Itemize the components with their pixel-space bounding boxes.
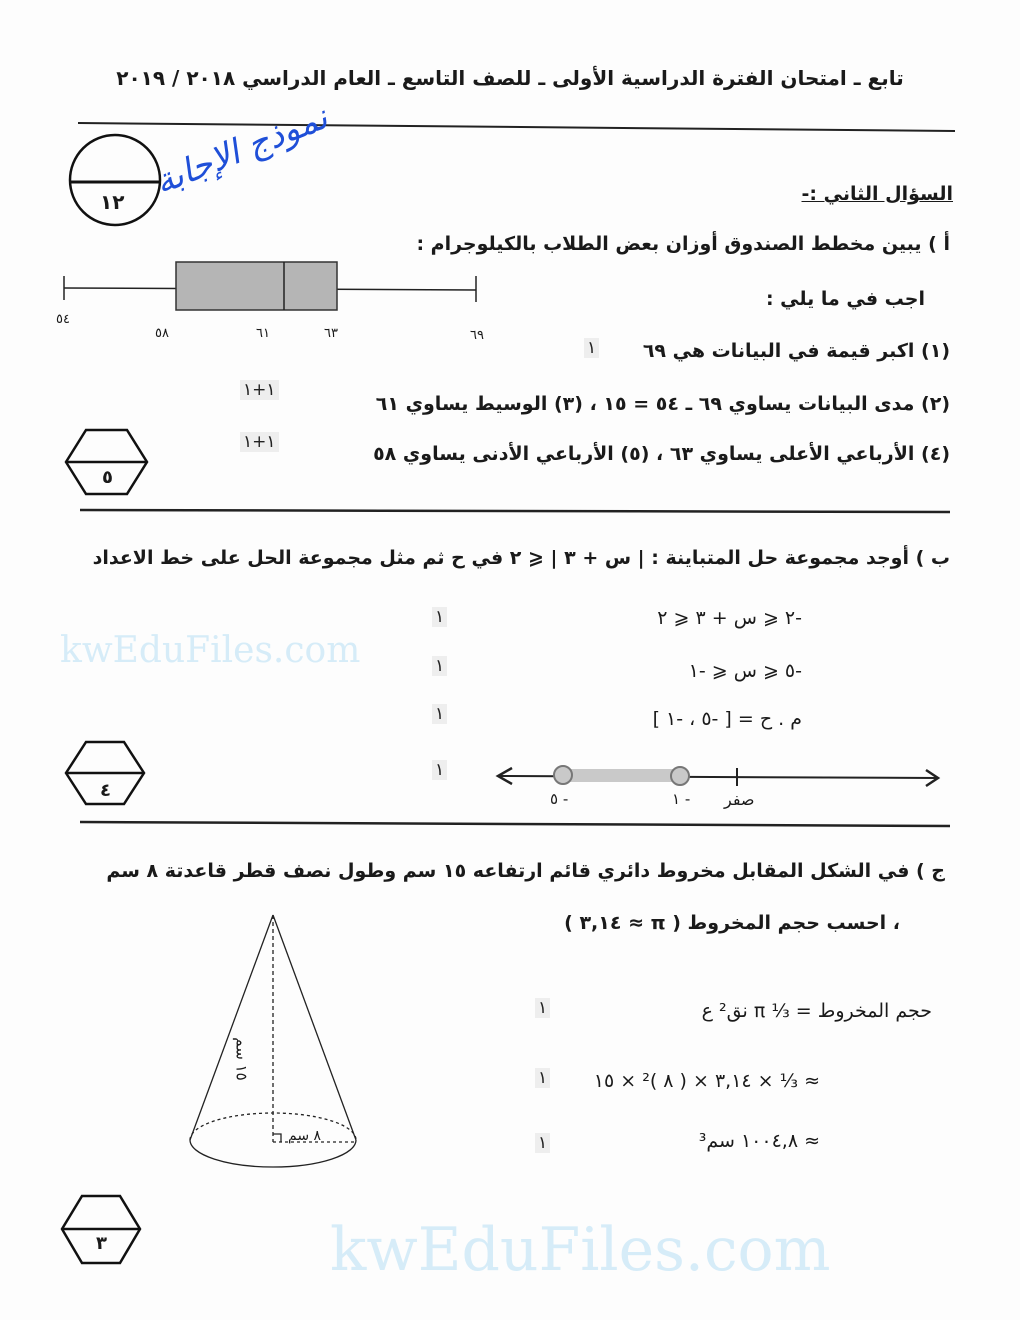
- mark: ١: [535, 998, 550, 1018]
- mark: ١+١: [240, 380, 279, 400]
- step: -٢ ⩽ س + ٣ ⩽ ٢: [657, 607, 802, 629]
- mark: ١: [432, 656, 447, 676]
- boxplot-label-max: ٦٩: [470, 328, 484, 343]
- total-score: ١٢: [100, 190, 125, 214]
- number-line: [498, 766, 938, 786]
- number-line-label: صفر: [724, 790, 755, 809]
- boxplot-label-min: ٥٤: [56, 312, 70, 327]
- question-title: السؤال الثاني :-: [801, 183, 953, 205]
- mark: ١: [432, 607, 447, 627]
- cone-height-label: ١٥ سم: [232, 1037, 251, 1081]
- mark: ١: [432, 704, 447, 724]
- page-title: تابع ـ امتحان الفترة الدراسية الأولى ـ للصف التاسع ـ العام الدراسي ٢٠١٨ / ٢٠١٩: [116, 66, 904, 90]
- watermark: kwEduFiles.com: [330, 1215, 831, 1285]
- boxplot-label-q1: ٥٨: [155, 326, 169, 341]
- formula: حجم المخروط = ⅓ π نق² ع: [701, 1000, 932, 1022]
- step: -٥ ⩽ س ⩽ -١: [688, 660, 802, 682]
- part-a-instruction: اجب في ما يلي :: [765, 288, 925, 310]
- cone-figure: [190, 915, 356, 1167]
- interval-endpoint: [554, 766, 572, 784]
- boxplot-label-q3: ٦٣: [324, 326, 338, 341]
- interval-endpoint: [671, 767, 689, 785]
- cone-radius-label: ٨ سم: [288, 1128, 322, 1144]
- answer-4-5: (٤) الأرباعي الأعلى يساوي ٦٣ ، (٥) الأرباعي الأدنى يساوي ٥٨: [373, 443, 950, 465]
- mark: ١: [535, 1133, 550, 1153]
- divider: [78, 123, 955, 131]
- watermark: kwEduFiles.com: [60, 630, 361, 671]
- result: ≈ ١٠٠٤,٨ سم³: [698, 1130, 820, 1152]
- box-plot: [64, 262, 476, 310]
- answer-1: (١) اكبر قيمة في البيانات هي ٦٩: [642, 340, 950, 362]
- number-line-label: ٥ -: [550, 790, 569, 808]
- number-line-label: ١ -: [672, 790, 691, 808]
- mark: ١: [535, 1068, 550, 1088]
- part-c-score: ٣: [96, 1233, 107, 1254]
- mark: ١: [432, 760, 447, 780]
- part-a-prompt: أ ) يبين مخطط الصندوق أوزان بعض الطلاب بالكيلوجرام :: [416, 233, 950, 255]
- divider: [80, 510, 950, 512]
- part-b-prompt: ب ) أوجد مجموعة حل المتباينة : | س + ٣ | ⩽ ٢ في ح ثم مثل مجموعة الحل على خط الاعداد: [92, 547, 950, 569]
- formula: ≈ ⅓ × ٣,١٤ × ( ٨ )² × ١٥: [593, 1070, 820, 1092]
- part-c-prompt: ج ) في الشكل المقابل مخروط دائري قائم ارتفاعه ١٥ سم وطول نصف قطر قاعدتة ٨ سم: [106, 860, 945, 882]
- divider: [80, 822, 950, 826]
- mark: ١+١: [240, 432, 279, 452]
- boxplot-label-median: ٦١: [256, 326, 270, 341]
- part-c-instruction: ، احسب حجم المخروط ( π ≈ ٣,١٤ ): [564, 912, 900, 934]
- handwritten-answer-key-note: نموذج الإجابة: [149, 97, 334, 203]
- mark: ١: [584, 338, 599, 358]
- part-b-score: ٤: [100, 780, 111, 801]
- solution-set: م . ح = [ -٥ ، -١ ]: [652, 708, 802, 730]
- answer-2-3: (٢) مدى البيانات يساوي ٦٩ ـ ٥٤ = ١٥ ، (٣) الوسيط يساوي ٦١: [375, 393, 950, 415]
- part-a-score: ٥: [102, 467, 113, 488]
